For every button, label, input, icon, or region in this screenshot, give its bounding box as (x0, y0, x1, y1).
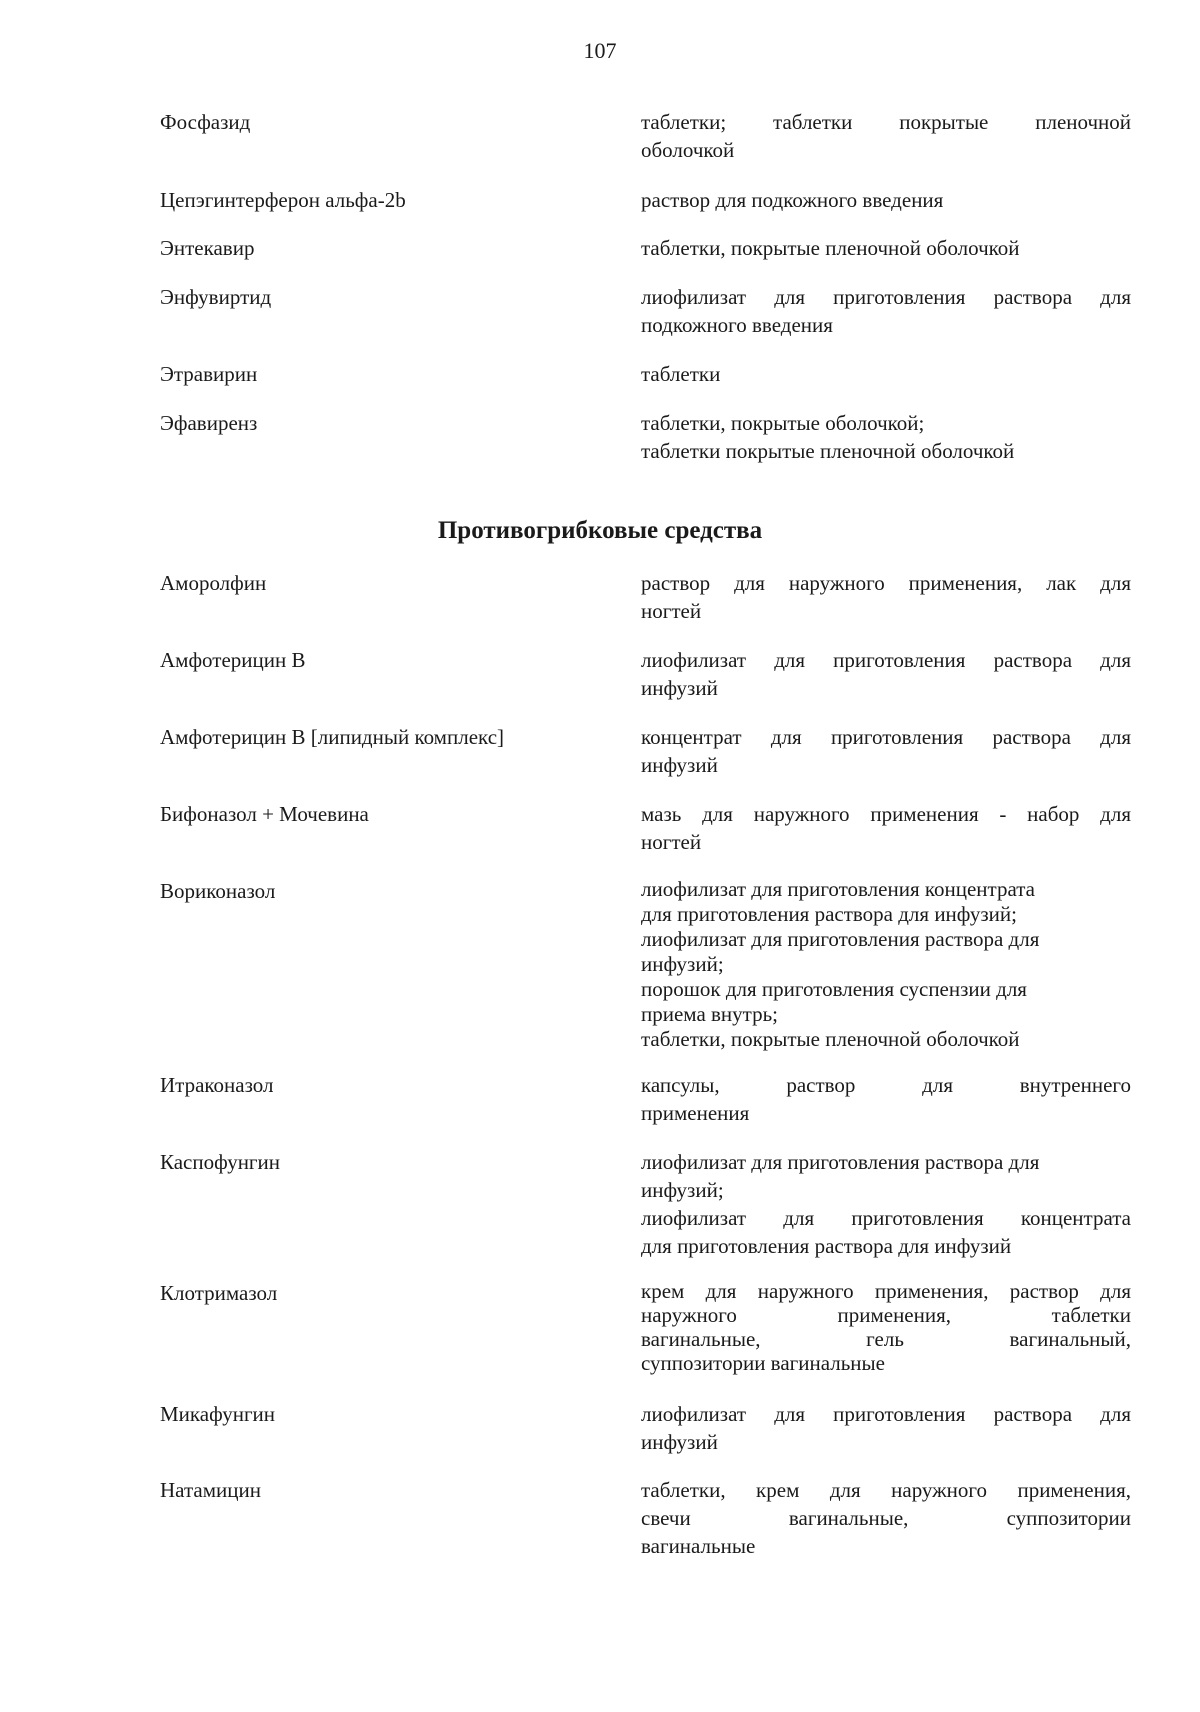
form-line: подкожного введения (641, 313, 833, 337)
form-line: раствор для наружного применения, лак для (641, 571, 1131, 595)
drug-name: Фосфазид (160, 110, 251, 134)
form-line: таблетки, покрытые пленочной оболочкой (641, 1027, 1020, 1051)
form-line: концентрат для приготовления раствора для (641, 725, 1131, 749)
form-line: оболочкой (641, 138, 735, 162)
form-line: ногтей (641, 830, 702, 854)
drug-form (641, 283, 1131, 339)
drug-name: Микафунгин (160, 1402, 276, 1426)
form-line: лиофилизат для приготовления концентрата (641, 1206, 1131, 1230)
drug-name: Энтекавир (160, 236, 255, 260)
drug-form (641, 1476, 1131, 1560)
form-line: таблетки, крем для наружного применения, (641, 1478, 1131, 1502)
section-heading: Противогрибковые средства (437, 517, 763, 544)
form-line: таблетки; таблетки покрытые пленочной (641, 110, 1131, 134)
drug-form (641, 1400, 1131, 1456)
drug-name: Амфотерицин В [липидный комплекс] (160, 725, 505, 749)
form-line: лиофилизат для приготовления раствора для (641, 1150, 1040, 1174)
form-line: лиофилизат для приготовления раствора для (641, 285, 1131, 309)
form-line: приема внутрь; (641, 1002, 779, 1026)
drug-form (641, 646, 1131, 702)
form-line: лиофилизат для приготовления раствора для (641, 648, 1131, 672)
drug-form (641, 186, 1131, 214)
form-line: вагинальные (641, 1534, 756, 1558)
drug-name: Каспофунгин (160, 1150, 281, 1174)
drug-name: Эфавиренз (160, 411, 258, 435)
form-line: суппозитории вагинальные (641, 1351, 885, 1375)
drug-name: Бифоназол + Мочевина (160, 802, 369, 826)
drug-form (641, 409, 1131, 465)
form-line: крем для наружного применения, раствор для (641, 1279, 1131, 1303)
form-line: лиофилизат для приготовления концентрата (641, 877, 1036, 901)
form-line: лиофилизат для приготовления раствора для (641, 927, 1040, 951)
form-line: вагинальные, гель вагинальный, (641, 1327, 1131, 1351)
form-line: наружного применения, таблетки (641, 1303, 1131, 1327)
form-line: инфузий; (641, 1178, 724, 1202)
drug-form (641, 1148, 1131, 1260)
form-line: для приготовления раствора для инфузий (641, 1234, 1012, 1258)
drug-name: Вориконазол (160, 879, 276, 903)
form-line: порошок для приготовления суспензии для (641, 977, 1027, 1001)
drug-form (641, 877, 1131, 1052)
drug-name: Аморолфин (160, 571, 267, 595)
form-line: мазь для наружного применения - набор для (641, 802, 1131, 826)
form-line: раствор для подкожного введения (641, 188, 944, 212)
form-line: для приготовления раствора для инфузий; (641, 902, 1017, 926)
drug-form (641, 1279, 1131, 1375)
form-line: инфузий (641, 1430, 718, 1454)
form-line: капсулы, раствор для внутреннего (641, 1073, 1131, 1097)
form-line: свечи вагинальные, суппозитории (641, 1506, 1131, 1530)
drug-name: Амфотерицин В (160, 648, 306, 672)
drug-name: Итраконазол (160, 1073, 274, 1097)
form-line: таблетки (641, 362, 721, 386)
drug-form (641, 360, 1131, 388)
form-line: инфузий (641, 753, 718, 777)
drug-form (641, 723, 1131, 779)
form-line: таблетки, покрытые оболочкой; (641, 411, 925, 435)
page-number: 107 (583, 38, 617, 63)
drug-name: Цепэгинтерферон альфа-2b (160, 188, 406, 212)
drug-name: Энфувиртид (160, 285, 272, 309)
drug-form (641, 108, 1131, 164)
drug-form (641, 1071, 1131, 1127)
form-line: инфузий; (641, 952, 724, 976)
form-line: ногтей (641, 599, 702, 623)
drug-form (641, 569, 1131, 625)
form-line: применения (641, 1101, 750, 1125)
drug-form (641, 800, 1131, 856)
form-line: таблетки покрытые пленочной оболочкой (641, 439, 1015, 463)
drug-name: Этравирин (160, 362, 258, 386)
form-line: таблетки, покрытые пленочной оболочкой (641, 236, 1020, 260)
drug-form (641, 234, 1131, 262)
drug-name: Натамицин (160, 1478, 261, 1502)
drug-name: Клотримазол (160, 1281, 278, 1305)
form-line: лиофилизат для приготовления раствора для (641, 1402, 1131, 1426)
form-line: инфузий (641, 676, 718, 700)
